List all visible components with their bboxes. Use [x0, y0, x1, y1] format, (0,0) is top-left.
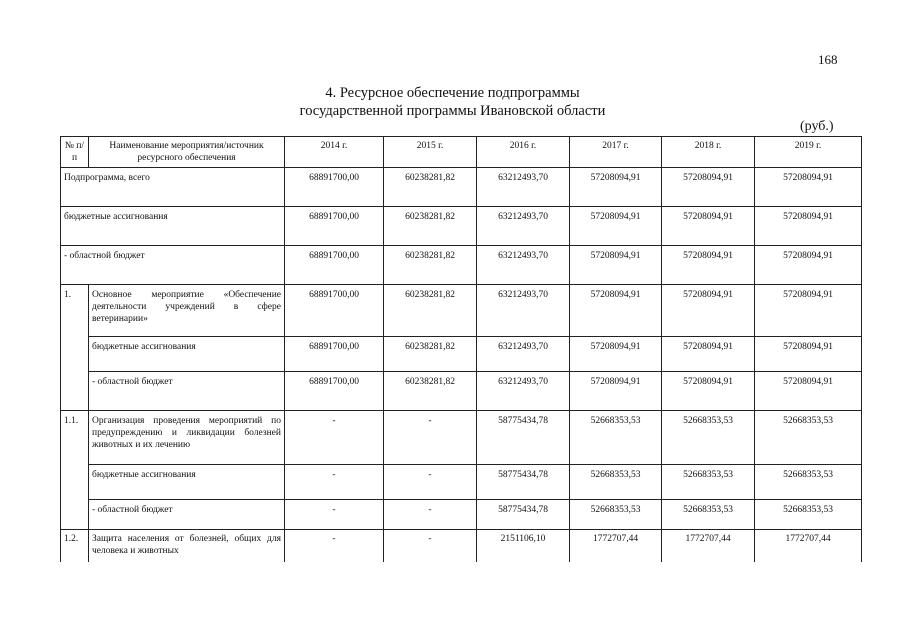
cell-value: 52668353,53: [755, 411, 862, 465]
cell-value: -: [285, 465, 384, 500]
table-row: [61, 372, 862, 411]
cell-value: 57208094,91: [570, 337, 662, 372]
row-name: бюджетные ассигнования: [89, 337, 285, 372]
cell-value: 60238281,82: [384, 372, 477, 411]
table-row: [61, 530, 862, 563]
row-num: 1.1.: [61, 411, 89, 465]
header-year: 2016 г.: [477, 137, 570, 168]
cell-value: 52668353,53: [570, 500, 662, 530]
currency-unit: (руб.): [800, 119, 834, 134]
cell-value: 52668353,53: [662, 500, 755, 530]
cell-value: 60238281,82: [384, 168, 477, 207]
cell-value: 68891700,00: [285, 168, 384, 207]
cell-value: 57208094,91: [662, 372, 755, 411]
header-year: 2019 г.: [755, 137, 862, 168]
cell-value: 57208094,91: [662, 207, 755, 246]
header-year: 2015 г.: [384, 137, 477, 168]
row-name: Основное мероприятие «Обеспечение деятельности учреждений в сфере ветеринарии»: [89, 285, 285, 337]
row-name: Организация проведения мероприятий по предупреждению и ликвидации болезней животных и их лечению: [89, 411, 285, 465]
cell-value: 52668353,53: [755, 500, 862, 530]
cell-value: 57208094,91: [570, 285, 662, 337]
cell-value: 60238281,82: [384, 285, 477, 337]
row-name: бюджетные ассигнования: [61, 207, 285, 246]
cell-value: 58775434,78: [477, 411, 570, 465]
cell-value: 57208094,91: [755, 372, 862, 411]
row-num: 1.2.: [61, 530, 89, 563]
document-title: [0, 84, 905, 120]
cell-value: 63212493,70: [477, 285, 570, 337]
cell-value: 57208094,91: [662, 246, 755, 285]
cell-value: 68891700,00: [285, 285, 384, 337]
cell-value: 57208094,91: [570, 372, 662, 411]
cell-value: 63212493,70: [477, 246, 570, 285]
cell-value: -: [384, 411, 477, 465]
cell-value: 57208094,91: [662, 168, 755, 207]
cell-value: 57208094,91: [570, 207, 662, 246]
cell-value: 57208094,91: [755, 285, 862, 337]
cell-value: -: [384, 500, 477, 530]
header-num: № п/п: [61, 137, 89, 168]
cell-value: 68891700,00: [285, 246, 384, 285]
header-year: 2014 г.: [285, 137, 384, 168]
row-name: - областной бюджет: [61, 246, 285, 285]
row-name: бюджетные ассигнования: [89, 465, 285, 500]
table-row: [61, 500, 862, 530]
header-year: 2017 г.: [570, 137, 662, 168]
cell-value: -: [384, 530, 477, 563]
cell-value: 57208094,91: [662, 337, 755, 372]
cell-value: 68891700,00: [285, 207, 384, 246]
cell-value: -: [285, 411, 384, 465]
page-number: 168: [818, 52, 838, 67]
row-num: [61, 500, 89, 530]
table-row: [61, 207, 862, 246]
table-row: [61, 168, 862, 207]
cell-value: -: [384, 465, 477, 500]
table-row: [61, 337, 862, 372]
cell-value: 63212493,70: [477, 168, 570, 207]
cell-value: 52668353,53: [662, 411, 755, 465]
table-row: [61, 465, 862, 500]
title-line-2: государственной программы Ивановской области: [299, 103, 606, 119]
cell-value: 63212493,70: [477, 372, 570, 411]
cell-value: 60238281,82: [384, 246, 477, 285]
cell-value: 68891700,00: [285, 337, 384, 372]
table-row: [61, 285, 862, 337]
row-num: 1.: [61, 285, 89, 337]
cell-value: 57208094,91: [755, 337, 862, 372]
title-line-1: 4. Ресурсное обеспечение подпрограммы: [325, 85, 580, 101]
table-row: [61, 246, 862, 285]
cell-value: 57208094,91: [755, 168, 862, 207]
cell-value: -: [285, 530, 384, 563]
header-name: Наименование мероприятия/источник ресурсного обеспечения: [89, 137, 285, 168]
cell-value: 57208094,91: [755, 207, 862, 246]
row-name: Защита населения от болезней, общих для человека и животных: [89, 530, 285, 563]
cell-value: 1772707,44: [755, 530, 862, 563]
cell-value: -: [285, 500, 384, 530]
cell-value: 57208094,91: [570, 246, 662, 285]
cell-value: 58775434,78: [477, 465, 570, 500]
cell-value: 57208094,91: [570, 168, 662, 207]
row-num: [61, 465, 89, 500]
cell-value: 60238281,82: [384, 207, 477, 246]
cell-value: 57208094,91: [662, 285, 755, 337]
cell-value: 52668353,53: [570, 411, 662, 465]
cell-value: 57208094,91: [755, 246, 862, 285]
row-name: - областной бюджет: [89, 500, 285, 530]
cell-value: 1772707,44: [662, 530, 755, 563]
row-name: - областной бюджет: [89, 372, 285, 411]
table-row: [61, 411, 862, 465]
cell-value: 60238281,82: [384, 337, 477, 372]
cell-value: 52668353,53: [662, 465, 755, 500]
table-header-row: [61, 137, 862, 168]
cell-value: 52668353,53: [755, 465, 862, 500]
resource-table: [60, 136, 862, 562]
cell-value: 2151106,10: [477, 530, 570, 563]
row-num: [61, 337, 89, 372]
cell-value: 68891700,00: [285, 372, 384, 411]
row-name: Подпрограмма, всего: [61, 168, 285, 207]
cell-value: 52668353,53: [570, 465, 662, 500]
cell-value: 58775434,78: [477, 500, 570, 530]
cell-value: 63212493,70: [477, 337, 570, 372]
cell-value: 63212493,70: [477, 207, 570, 246]
cell-value: 1772707,44: [570, 530, 662, 563]
row-num: [61, 372, 89, 411]
header-year: 2018 г.: [662, 137, 755, 168]
